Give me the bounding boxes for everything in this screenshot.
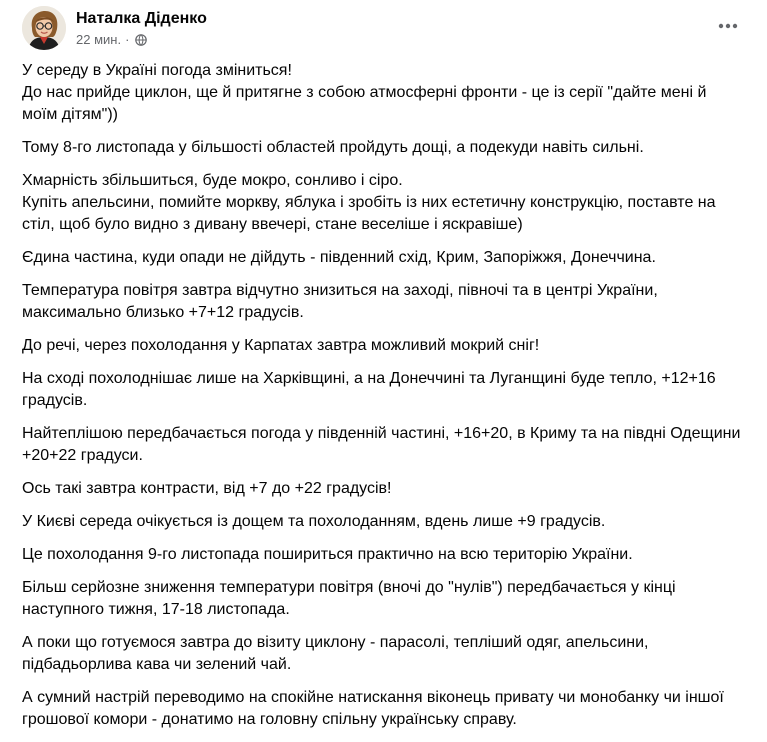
paragraph-2: Тому 8-го листопада у більшості областей пройдуть дощі, а подекуди навіть сильні. (22, 139, 644, 156)
paragraph-1: У середу в Україні погода зміниться! До нас прийде циклон, ще й притягне з собою атмосферні фронти - це із серії "дайте мені й моїм дітям")) (22, 62, 707, 123)
paragraph-5: Температура повітря завтра відчутно знизиться на заході, півночі та в центрі України, максимально близько +7+12 градусів. (22, 282, 658, 321)
paragraph-14: А сумний настрій переводимо на спокійне натискання віконець привату чи монобанку чи іншої грошової комори - донатимо на головну спільну українську справу. (22, 689, 724, 728)
post-timestamp[interactable]: 22 мин. (76, 32, 122, 47)
post-meta (76, 32, 147, 47)
paragraph-10: У Києві середа очікується із дощем та похолоданням, вдень лише +9 градусів. (22, 513, 606, 530)
post-text (22, 60, 744, 742)
paragraph-11: Це похолодання 9-го листопада пошириться практично на всю територію України. (22, 546, 633, 563)
paragraph-4: Єдина частина, куди опади не дійдуть - південний схід, Крим, Запоріжжя, Донеччина. (22, 249, 656, 266)
more-options-button[interactable] (710, 8, 746, 44)
post-header (22, 6, 746, 52)
meta-separator: · (125, 32, 130, 47)
author-avatar[interactable] (22, 6, 66, 50)
globe-icon[interactable] (135, 34, 147, 46)
paragraph-7: На сході похолоднішає лише на Харківщині, а на Донеччині та Луганщині буде тепло, +12+16 градусів. (22, 370, 716, 409)
paragraph-6: До речі, через похолодання у Карпатах завтра можливий мокрий сніг! (22, 337, 540, 354)
avatar-image (22, 6, 66, 50)
paragraph-3: Хмарність збільшиться, буде мокро, сонливо і сіро. Купіть апельсини, помийте моркву, яблука і зробіть із них естетичну конструкцію, поставте на стіл, щоб було видно з дивану ввечері, стане веселіше і яскравіше) (22, 172, 716, 233)
more-horizontal-icon (718, 23, 738, 29)
author-name[interactable]: Наталка Діденко (76, 10, 207, 27)
paragraph-13: А поки що готуємося завтра до візиту циклону - парасолі, тепліший одяг, апельсини, підбадьорлива кава чи зелений чай. (22, 634, 649, 673)
paragraph-9: Ось такі завтра контрасти, від +7 до +22 градусів! (22, 480, 392, 497)
paragraph-8: Найтеплішою передбачається погода у південній частині, +16+20, в Криму та на півдні Одещини +20+22 градуси. (22, 425, 741, 464)
paragraph-12: Більш серйозне зниження температури повітря (вночі до "нулів") передбачається у кінці наступного тижня, 17-18 листопада. (22, 579, 676, 618)
